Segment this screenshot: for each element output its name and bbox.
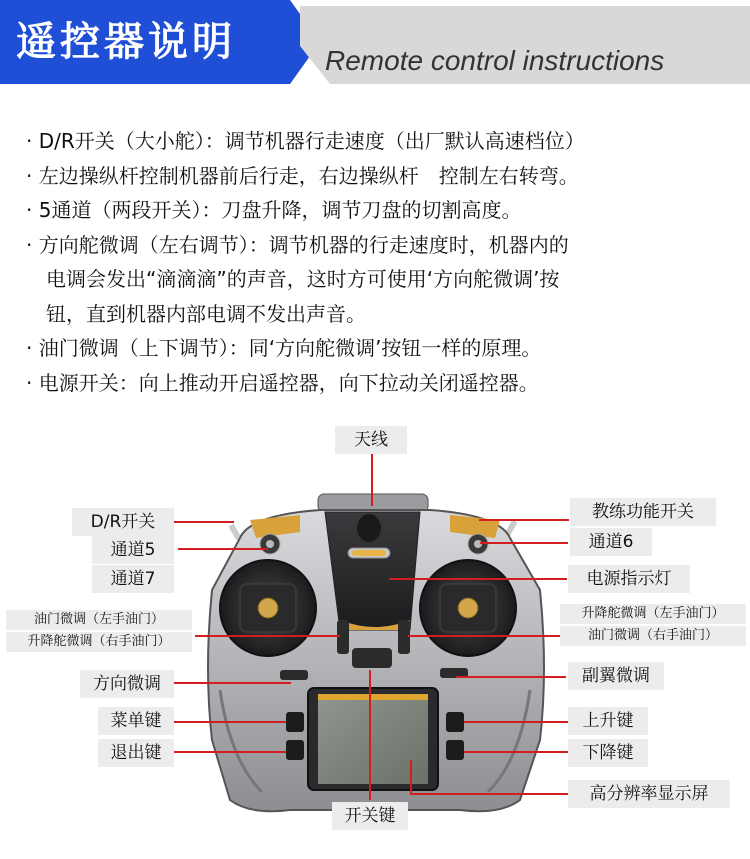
pointer-line bbox=[464, 721, 568, 723]
pointer-line bbox=[410, 760, 412, 795]
instruction-item-continued: 电调会发出“滴滴滴”的声音，这时方可使用‘方向舵微调’按 bbox=[46, 267, 560, 291]
pointer-line bbox=[173, 721, 286, 723]
pointer-line bbox=[371, 454, 373, 506]
label-channel5: 通道5 bbox=[92, 536, 174, 564]
pointer-line bbox=[195, 635, 340, 637]
remote-diagram bbox=[0, 420, 750, 859]
pointer-line bbox=[480, 542, 568, 544]
label-channel6: 通道6 bbox=[570, 528, 652, 556]
label-aileron-trim: 副翼微调 bbox=[568, 662, 664, 690]
label-trainer-switch: 教练功能开关 bbox=[570, 498, 716, 526]
pointer-line bbox=[479, 519, 569, 521]
left-stick-tip bbox=[258, 598, 278, 618]
pointer-line bbox=[174, 521, 234, 523]
label-throttle-trim-left: 油门微调（左手油门） bbox=[6, 610, 192, 630]
label-menu-key: 菜单键 bbox=[98, 707, 174, 735]
label-elevator-trim-right: 升降舵微调（右手油门） bbox=[6, 632, 192, 652]
label-channel7: 通道7 bbox=[92, 565, 174, 593]
label-down-key: 下降键 bbox=[568, 739, 648, 767]
label-rudder-trim: 方向微调 bbox=[80, 670, 174, 698]
instruction-item: · 油门微调（上下调节）：同‘方向舵微调’按钮一样的原理。 bbox=[26, 336, 542, 360]
pointer-line bbox=[456, 676, 566, 678]
instruction-item: · 左边操纵杆控制机器前后行走，右边操纵杆 控制左右转弯。 bbox=[26, 163, 579, 188]
pointer-line bbox=[178, 548, 268, 550]
header-banner bbox=[0, 0, 750, 95]
pointer-line bbox=[389, 578, 567, 580]
label-exit-key: 退出键 bbox=[98, 739, 174, 767]
label-up-key: 上升键 bbox=[568, 707, 648, 735]
page-title: 遥控器说明 bbox=[16, 19, 236, 65]
instruction-list bbox=[26, 124, 736, 400]
instruction-item-continued: 钮，直到机器内部电调不发出声音。 bbox=[46, 301, 366, 326]
pointer-line bbox=[173, 682, 291, 684]
label-display: 高分辨率显示屏 bbox=[568, 780, 730, 808]
right-stick-tip bbox=[458, 598, 478, 618]
pointer-line bbox=[369, 670, 371, 800]
pointer-line bbox=[464, 751, 568, 753]
label-dr-switch: D/R开关 bbox=[72, 508, 174, 536]
instruction-item: · 电源开关：向上推动开启遥控器，向下拉动关闭遥控器。 bbox=[26, 370, 539, 395]
label-power-indicator: 电源指示灯 bbox=[568, 565, 690, 593]
label-power-key: 开关键 bbox=[332, 802, 408, 830]
instruction-item: · 5通道（两段开关）：刀盘升降，调节刀盘的切割高度。 bbox=[26, 198, 522, 222]
label-throttle-trim-right: 油门微调（右手油门） bbox=[560, 626, 746, 646]
page-subtitle: Remote control instructions bbox=[325, 45, 665, 76]
label-antenna: 天线 bbox=[335, 426, 407, 454]
instruction-item: · D/R开关（大小舵）：调节机器行走速度（出厂默认高速档位） bbox=[26, 129, 585, 153]
pointer-line bbox=[410, 793, 568, 795]
instruction-item: · 方向舵微调（左右调节）：调节机器的行走速度时，机器内的 bbox=[26, 232, 569, 257]
pointer-line bbox=[173, 751, 286, 753]
top-switch-knob bbox=[357, 514, 381, 542]
label-elevator-trim-left: 升降舵微调（左手油门） bbox=[560, 604, 746, 624]
pointer-line bbox=[408, 635, 560, 637]
